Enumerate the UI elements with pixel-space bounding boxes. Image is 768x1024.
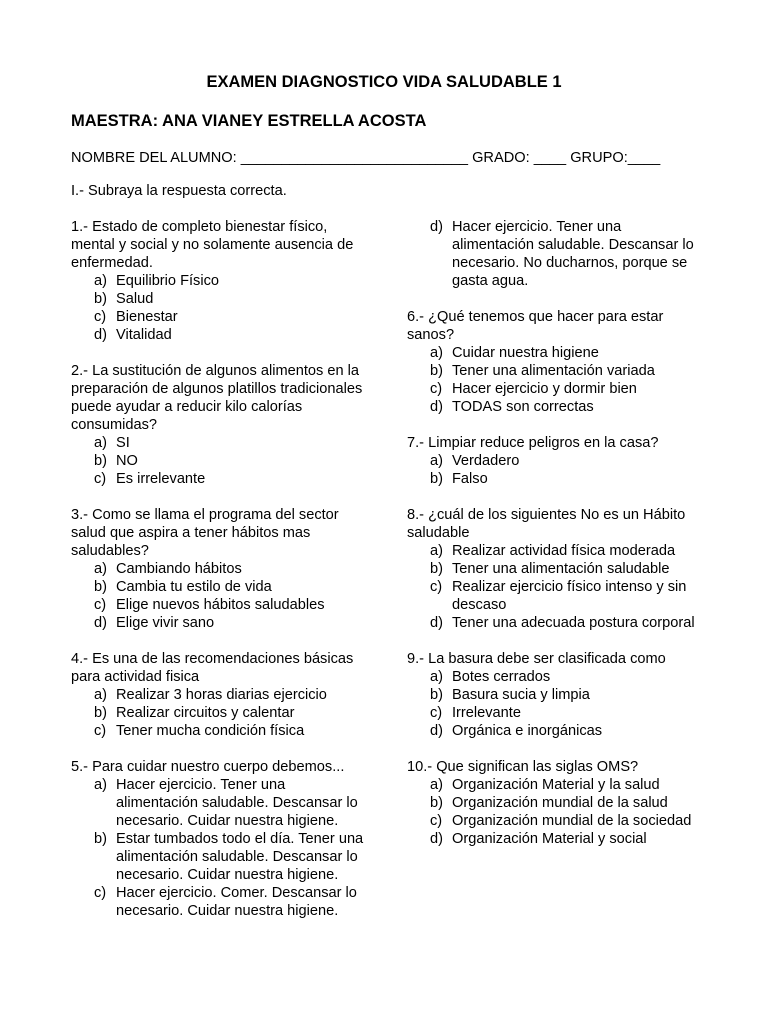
- option-letter: c): [94, 309, 107, 325]
- option-item: [71, 326, 371, 344]
- option-item: [71, 560, 371, 578]
- student-info-line: NOMBRE DEL ALUMNO: ____________________________ GRADO: ____ GRUPO:____: [71, 150, 661, 166]
- option-text: Orgánica e inorgánicas: [452, 723, 603, 739]
- question-text: 8.- ¿cuál de los siguientes No es un Hábito saludable: [407, 507, 686, 541]
- question-9: [407, 650, 707, 740]
- option-item: [71, 434, 371, 452]
- option-text: Tener mucha condición física: [116, 723, 305, 739]
- option-letter: d): [430, 219, 443, 235]
- option-text: Realizar 3 horas diarias ejercicio: [116, 687, 327, 703]
- option-text: Realizar actividad física moderada: [452, 543, 676, 559]
- question-3: [71, 506, 371, 632]
- option-text: Cambia tu estilo de vida: [116, 579, 272, 595]
- option-letter: a): [430, 453, 443, 469]
- option-list: [407, 344, 707, 416]
- option-list: [407, 218, 707, 290]
- option-item: [71, 686, 371, 704]
- option-item: [71, 290, 371, 308]
- option-letter: b): [94, 453, 107, 469]
- option-text: Tener una adecuada postura corporal: [452, 615, 695, 631]
- option-item: [407, 812, 707, 830]
- option-text: Realizar circuitos y calentar: [116, 705, 295, 721]
- option-list: [407, 776, 707, 848]
- question-text: 6.- ¿Qué tenemos que hacer para estar sanos?: [407, 309, 664, 343]
- option-text: Bienestar: [116, 309, 178, 325]
- option-text: Tener una alimentación saludable: [452, 561, 670, 577]
- option-letter: b): [430, 363, 443, 379]
- option-letter: a): [94, 561, 107, 577]
- option-item: [71, 722, 371, 740]
- option-item: [407, 722, 707, 740]
- option-item: [71, 776, 371, 830]
- option-letter: b): [94, 579, 107, 595]
- question-text: 2.- La sustitución de algunos alimentos en la preparación de algunos platillos tradicionales puede ayudar a reducir kilo calorías consumidas?: [71, 363, 363, 433]
- option-list: [407, 452, 707, 488]
- option-item: [71, 830, 371, 884]
- option-text: Irrelevante: [452, 705, 521, 721]
- option-letter: c): [94, 885, 107, 901]
- option-letter: a): [430, 543, 443, 559]
- question-text: 10.- Que significan las siglas OMS?: [407, 759, 639, 775]
- option-text: NO: [116, 453, 138, 469]
- option-letter: b): [430, 795, 443, 811]
- option-letter: b): [430, 471, 443, 487]
- question-text: 5.- Para cuidar nuestro cuerpo debemos...: [71, 759, 345, 775]
- option-text: Organización Material y la salud: [452, 777, 660, 793]
- option-letter: b): [94, 831, 107, 847]
- option-letter: a): [430, 777, 443, 793]
- option-item: [71, 452, 371, 470]
- option-item: [407, 668, 707, 686]
- option-item: [407, 542, 707, 560]
- option-letter: c): [94, 723, 107, 739]
- question-7: [407, 434, 707, 488]
- option-item: [407, 704, 707, 722]
- option-item: [407, 614, 707, 632]
- option-text: Cambiando hábitos: [116, 561, 242, 577]
- option-list: [407, 542, 707, 632]
- option-item: [71, 308, 371, 326]
- option-text: TODAS son correctas: [452, 399, 594, 415]
- option-item: [407, 794, 707, 812]
- option-letter: b): [94, 291, 107, 307]
- question-text: 9.- La basura debe ser clasificada como: [407, 651, 666, 667]
- left-column: [71, 218, 371, 938]
- option-text: Botes cerrados: [452, 669, 551, 685]
- option-item: [71, 470, 371, 488]
- option-text: Elige nuevos hábitos saludables: [116, 597, 325, 613]
- option-item: [407, 380, 707, 398]
- option-item: [71, 596, 371, 614]
- option-item: [407, 452, 707, 470]
- option-text: Hacer ejercicio. Comer. Descansar lo necesario. Cuidar nuestra higiene.: [116, 885, 357, 919]
- question-5-continued: [407, 218, 707, 290]
- question-8: [407, 506, 707, 632]
- option-letter: d): [94, 615, 107, 631]
- option-item: [407, 578, 707, 614]
- option-text: Organización Material y social: [452, 831, 647, 847]
- option-item: [71, 614, 371, 632]
- teacher-name: MAESTRA: ANA VIANEY ESTRELLA ACOSTA: [71, 112, 427, 130]
- option-letter: c): [94, 597, 107, 613]
- option-letter: a): [430, 345, 443, 361]
- option-letter: c): [430, 579, 443, 595]
- option-letter: d): [430, 831, 443, 847]
- option-letter: d): [94, 327, 107, 343]
- option-text: Salud: [116, 291, 154, 307]
- option-text: Organización mundial de la sociedad: [452, 813, 692, 829]
- option-letter: c): [430, 813, 443, 829]
- option-letter: c): [430, 705, 443, 721]
- option-list: [71, 434, 371, 488]
- option-text: Es irrelevante: [116, 471, 206, 487]
- option-item: [407, 362, 707, 380]
- option-text: Organización mundial de la salud: [452, 795, 668, 811]
- option-item: [71, 272, 371, 290]
- option-item: [71, 704, 371, 722]
- option-letter: c): [430, 381, 443, 397]
- option-text: Equilibrio Físico: [116, 273, 220, 289]
- option-item: [407, 830, 707, 848]
- question-text: 4.- Es una de las recomendaciones básicas para actividad fisica: [71, 651, 354, 685]
- option-letter: c): [94, 471, 107, 487]
- option-text: Hacer ejercicio y dormir bien: [452, 381, 637, 397]
- option-text: Verdadero: [452, 453, 520, 469]
- option-text: Estar tumbados todo el día. Tener una alimentación saludable. Descansar lo necesario. Cuidar nuestra higiene.: [116, 831, 364, 883]
- option-item: [407, 776, 707, 794]
- question-4: [71, 650, 371, 740]
- question-text: 1.- Estado de completo bienestar físico, mental y social y no solamente ausencia de enfermedad.: [71, 219, 354, 271]
- option-text: Hacer ejercicio. Tener una alimentación saludable. Descansar lo necesario. No ducharnos, porque se gasta agua.: [452, 219, 694, 289]
- question-2: [71, 362, 371, 488]
- instruction-text: I.- Subraya la respuesta correcta.: [71, 183, 287, 199]
- option-letter: b): [94, 705, 107, 721]
- option-letter: d): [430, 723, 443, 739]
- option-list: [71, 560, 371, 632]
- option-letter: a): [430, 669, 443, 685]
- option-list: [71, 686, 371, 740]
- option-letter: a): [94, 435, 107, 451]
- option-item: [71, 578, 371, 596]
- option-letter: a): [94, 777, 107, 793]
- option-text: Basura sucia y limpia: [452, 687, 590, 703]
- option-letter: d): [430, 399, 443, 415]
- option-list: [71, 272, 371, 344]
- exam-title: EXAMEN DIAGNOSTICO VIDA SALUDABLE 1: [206, 73, 562, 91]
- option-text: Hacer ejercicio. Tener una alimentación saludable. Descansar lo necesario. Cuidar nuestra higiene.: [116, 777, 358, 829]
- option-letter: b): [430, 561, 443, 577]
- option-letter: a): [94, 273, 107, 289]
- option-letter: d): [430, 615, 443, 631]
- question-1: [71, 218, 371, 344]
- option-item: [407, 686, 707, 704]
- option-text: Vitalidad: [116, 327, 172, 343]
- option-text: Cuidar nuestra higiene: [452, 345, 599, 361]
- question-10: [407, 758, 707, 848]
- option-text: Realizar ejercicio físico intenso y sin descaso: [452, 579, 687, 613]
- question-text: 7.- Limpiar reduce peligros en la casa?: [407, 435, 659, 451]
- option-list: [407, 668, 707, 740]
- option-item: [407, 398, 707, 416]
- option-letter: a): [94, 687, 107, 703]
- option-letter: b): [430, 687, 443, 703]
- option-text: SI: [116, 435, 130, 451]
- option-text: Elige vivir sano: [116, 615, 215, 631]
- question-6: [407, 308, 707, 416]
- option-text: Falso: [452, 471, 488, 487]
- option-item: [71, 884, 371, 920]
- option-item: [407, 344, 707, 362]
- option-text: Tener una alimentación variada: [452, 363, 655, 379]
- right-column: [407, 218, 707, 866]
- question-5: [71, 758, 371, 920]
- option-item: [407, 470, 707, 488]
- option-list: [71, 776, 371, 920]
- option-item: [407, 560, 707, 578]
- option-item: [407, 218, 707, 290]
- question-text: 3.- Como se llama el programa del sector salud que aspira a tener hábitos mas saludables?: [71, 507, 339, 559]
